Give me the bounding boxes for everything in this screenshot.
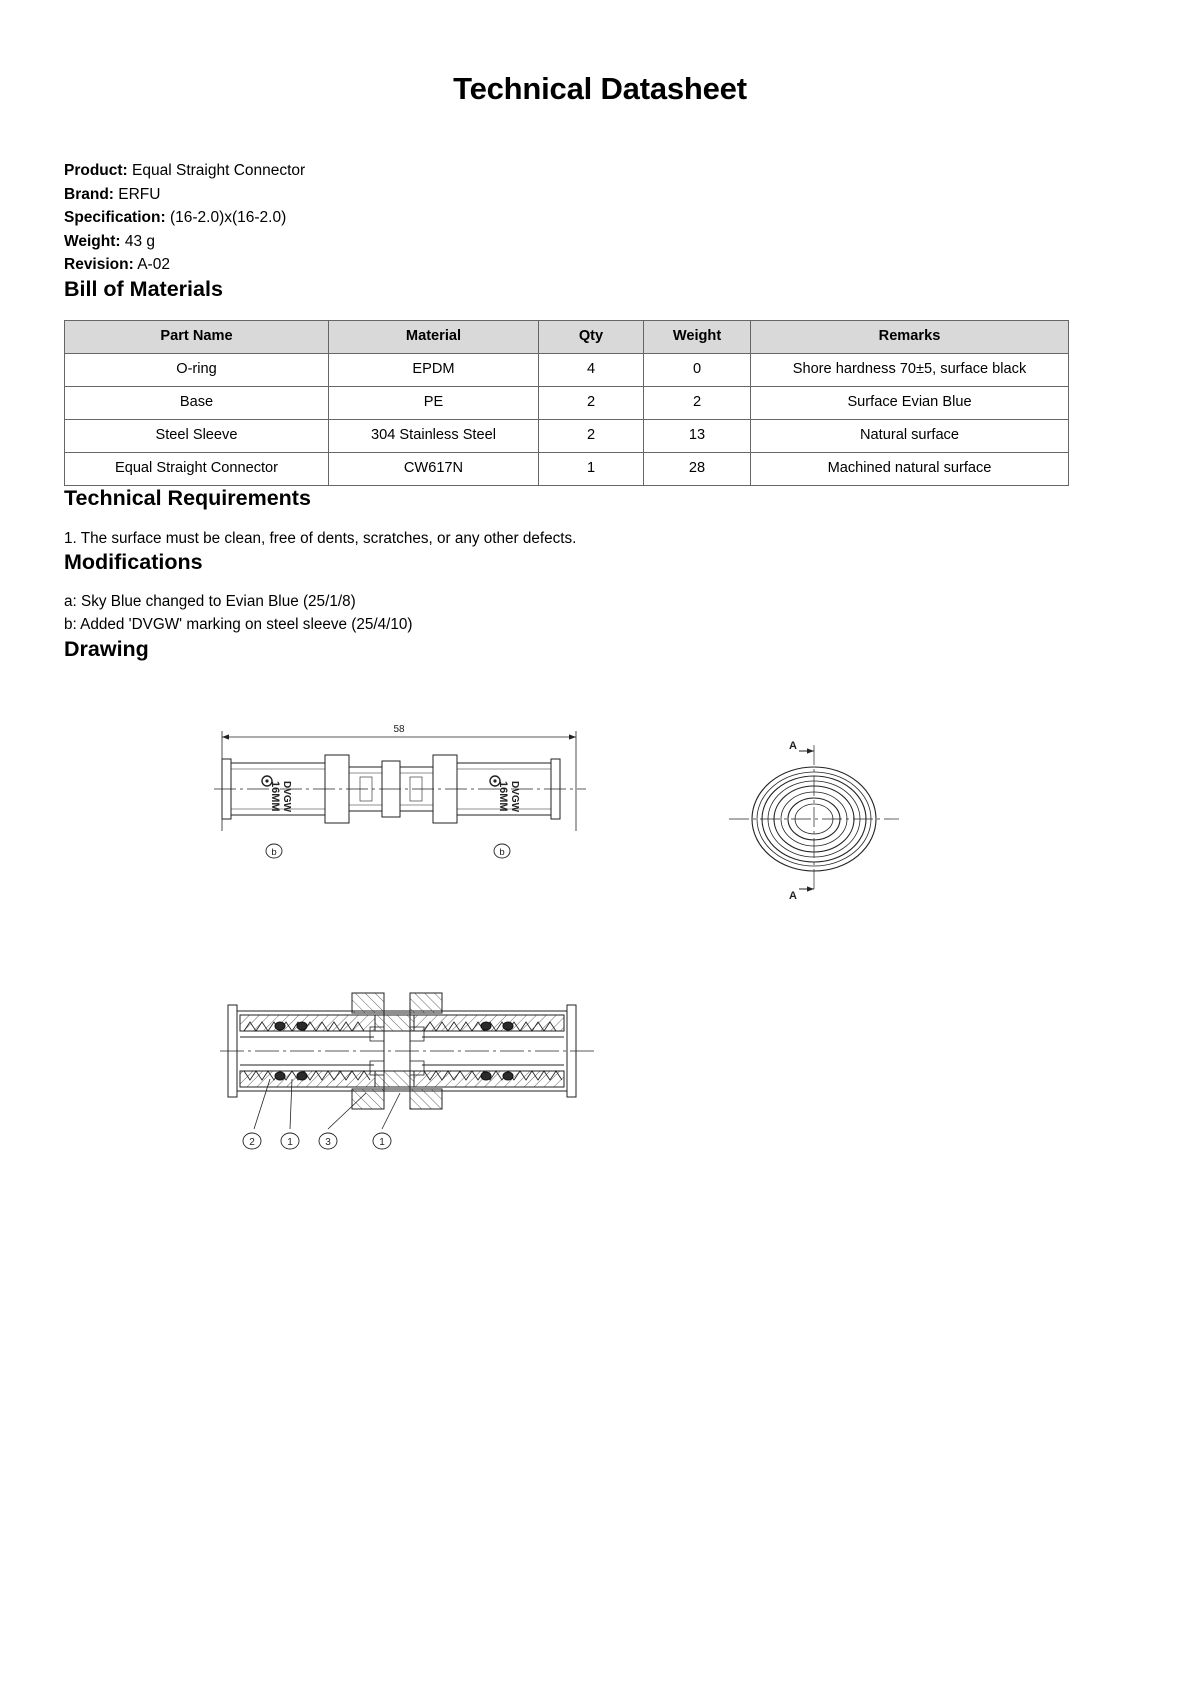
meta-label-revision: Revision: bbox=[64, 256, 134, 274]
table-row bbox=[65, 386, 1069, 419]
marking-left bbox=[262, 776, 292, 813]
meta-value-brand: ERFU bbox=[118, 185, 161, 203]
product-meta-block bbox=[64, 159, 1136, 277]
cell-qty: 2 bbox=[539, 386, 644, 419]
o-ring-bottom-2 bbox=[297, 1072, 307, 1080]
marking-left-logo-dot-icon bbox=[265, 779, 268, 782]
meta-row-specification bbox=[64, 206, 1136, 230]
cell-material: PE bbox=[329, 386, 539, 419]
column-header-qty: Qty bbox=[539, 320, 644, 353]
bill-of-materials-table bbox=[64, 320, 1069, 486]
o-ring-top-3 bbox=[481, 1022, 491, 1030]
meta-label-specification: Specification: bbox=[64, 209, 166, 227]
cell-material: EPDM bbox=[329, 353, 539, 386]
part-balloon-label-4: 1 bbox=[379, 1136, 385, 1148]
marking-left-line1: 16MM bbox=[269, 780, 281, 812]
cell-remarks: Shore hardness 70±5, surface black bbox=[751, 353, 1069, 386]
marking-right-line2: DVGW bbox=[509, 780, 520, 813]
meta-row-brand bbox=[64, 183, 1136, 207]
column-header-weight: Weight bbox=[644, 320, 751, 353]
meta-row-revision bbox=[64, 253, 1136, 277]
o-ring-top-1 bbox=[275, 1022, 285, 1030]
marking-right-logo-dot-icon bbox=[493, 779, 496, 782]
section-arrow-bottom bbox=[799, 886, 814, 891]
marking-right-line1: 16MM bbox=[497, 780, 509, 812]
cell-part-name: Steel Sleeve bbox=[65, 419, 329, 452]
cell-part-name: Equal Straight Connector bbox=[65, 452, 329, 485]
cell-remarks: Natural surface bbox=[751, 419, 1069, 452]
meta-value-specification: (16-2.0)x(16-2.0) bbox=[169, 209, 287, 227]
cell-weight: 13 bbox=[644, 419, 751, 452]
revision-balloon-right bbox=[494, 844, 510, 858]
section-arrow-top bbox=[799, 748, 814, 753]
cell-qty: 2 bbox=[539, 419, 644, 452]
meta-label-weight: Weight: bbox=[64, 232, 121, 250]
part-balloon bbox=[319, 1133, 337, 1149]
modifications-heading: Modifications bbox=[64, 550, 203, 575]
modifications-list bbox=[64, 591, 1136, 637]
table-row bbox=[65, 452, 1069, 485]
modification-item-a: a: Sky Blue changed to Evian Blue (25/1/8) bbox=[64, 593, 356, 611]
top-view-svg bbox=[214, 711, 594, 911]
marking-right bbox=[490, 776, 520, 813]
cell-remarks: Machined natural surface bbox=[751, 452, 1069, 485]
o-ring-bottom-1 bbox=[275, 1072, 285, 1080]
cell-part-name: O-ring bbox=[65, 353, 329, 386]
cell-weight: 0 bbox=[644, 353, 751, 386]
meta-label-brand: Brand: bbox=[64, 185, 114, 203]
cell-material: CW617N bbox=[329, 452, 539, 485]
cell-material: 304 Stainless Steel bbox=[329, 419, 539, 452]
cross-section-svg bbox=[214, 971, 604, 1231]
page-title: Technical Datasheet bbox=[453, 71, 747, 106]
modification-item-b: b: Added 'DVGW' marking on steel sleeve (25/4/10) bbox=[64, 616, 413, 634]
table-header-row bbox=[65, 320, 1069, 353]
cell-qty: 1 bbox=[539, 452, 644, 485]
drawing-top-view bbox=[214, 711, 594, 911]
drawing-area bbox=[64, 691, 1136, 1251]
cell-part-name: Base bbox=[65, 386, 329, 419]
meta-value-product: Equal Straight Connector bbox=[132, 162, 306, 180]
table-row bbox=[65, 353, 1069, 386]
part-balloon bbox=[243, 1133, 261, 1149]
marking-left-line2: DVGW bbox=[281, 780, 292, 813]
revision-balloon-right-label: b bbox=[499, 846, 505, 858]
cell-weight: 28 bbox=[644, 452, 751, 485]
dimension-value-overall: 58 bbox=[393, 723, 405, 735]
table-row bbox=[65, 419, 1069, 452]
o-ring-top-4 bbox=[503, 1022, 513, 1030]
o-ring-bottom-4 bbox=[503, 1072, 513, 1080]
revision-balloon-left-label: b bbox=[271, 846, 277, 858]
drawing-cross-section-view bbox=[214, 971, 604, 1231]
column-header-material: Material bbox=[329, 320, 539, 353]
meta-row-product bbox=[64, 159, 1136, 183]
meta-row-weight bbox=[64, 230, 1136, 254]
bom-heading: Bill of Materials bbox=[64, 276, 223, 301]
meta-value-weight: 43 g bbox=[124, 232, 156, 250]
part-balloon bbox=[281, 1133, 299, 1149]
part-balloon-label-3: 3 bbox=[325, 1136, 331, 1148]
section-view-svg bbox=[699, 719, 929, 919]
part-balloon-label-2: 1 bbox=[287, 1136, 293, 1148]
section-label-top: A bbox=[789, 739, 797, 752]
revision-balloon-left bbox=[266, 844, 282, 858]
o-ring-bottom-3 bbox=[481, 1072, 491, 1080]
part-balloon bbox=[373, 1133, 391, 1149]
cell-qty: 4 bbox=[539, 353, 644, 386]
meta-label-product: Product: bbox=[64, 162, 128, 180]
o-ring-top-2 bbox=[297, 1022, 307, 1030]
technical-requirements-heading: Technical Requirements bbox=[64, 485, 311, 510]
part-balloon-label-1: 2 bbox=[249, 1136, 255, 1148]
technical-requirement-item: 1. The surface must be clean, free of dents, scratches, or any other defects. bbox=[64, 529, 577, 547]
drawing-heading: Drawing bbox=[64, 637, 149, 662]
cell-remarks: Surface Evian Blue bbox=[751, 386, 1069, 419]
meta-value-revision: A-02 bbox=[137, 256, 170, 274]
column-header-part-name: Part Name bbox=[65, 320, 329, 353]
cell-weight: 2 bbox=[644, 386, 751, 419]
column-header-remarks: Remarks bbox=[751, 320, 1069, 353]
section-label-bottom: A bbox=[789, 889, 797, 902]
drawing-section-view bbox=[699, 719, 929, 919]
